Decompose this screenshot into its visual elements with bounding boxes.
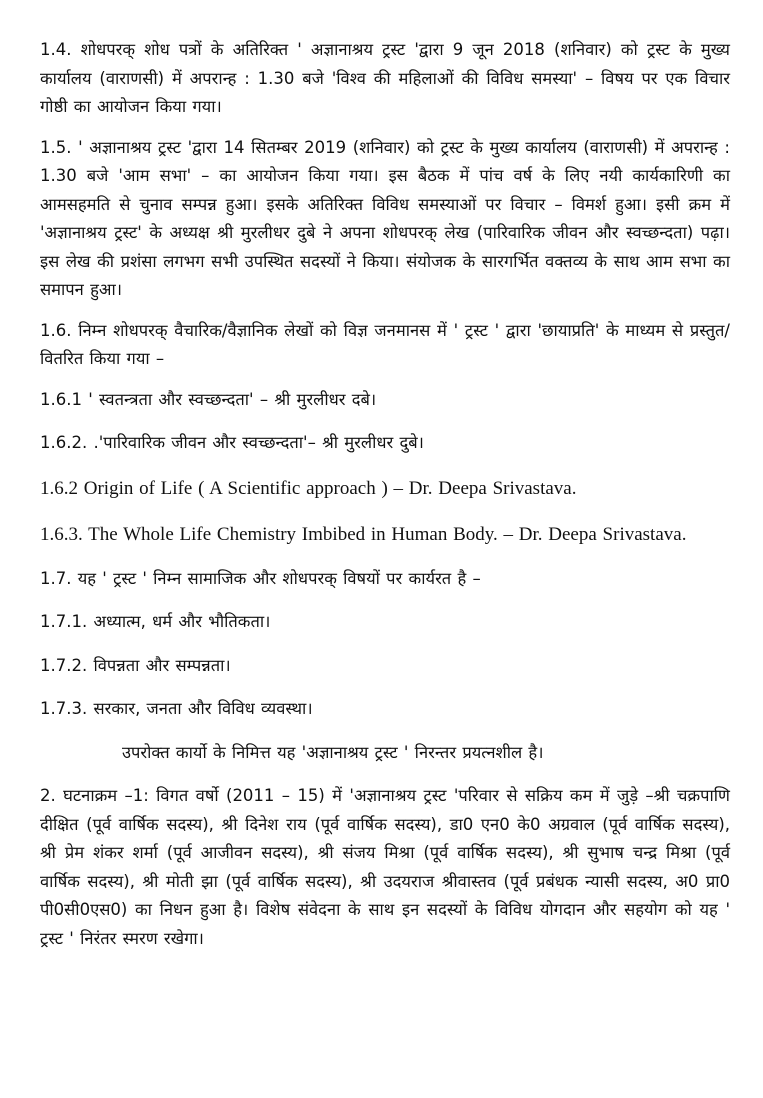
paragraph-1-4: 1.4. शोधपरक् शोध पत्रों के अतिरिक्त ' अज्ञानाश्रय ट्रस्ट 'द्वारा 9 जून 2018 (शनिवार) को ट्रस्ट के मुख्य कार्यालय (वाराणसी) में अपरान्ह : 1.30 बजे 'विश्व की महिलाओं की विविध समस्या' – विषय पर एक विचार गोष्ठी का आयोजन किया गया। [40, 40, 730, 116]
closing-statement: उपरोक्त कार्यो के निमित्त यह 'अज्ञानाश्रय ट्रस्ट ' निरन्तर प्रयत्नशील है। [122, 742, 544, 762]
list-item-1-6-1: 1.6.1 ' स्वतन्त्रता और स्वच्छन्दता' – श्री मुरलीधर दबे। [40, 389, 377, 409]
paragraph-2-events: 2. घटनाक्रम –1: विगत वर्षो (2011 – 15) में 'अज्ञानाश्रय ट्रस्ट 'परिवार से सक्रिय कम में जुड़े –श्री चक्रपाणि दीक्षित (पूर्व वार्षिक सदस्य), श्री दिनेश राय (पूर्व वार्षिक सदस्य), डा0 एन0 के0 अग्रवाल (पूर्व वार्षिक सदस्य), श्री प्रेम शंकर शर्मा (पूर्व आजीवन सदस्य), श्री संजय मिश्रा (पूर्व वार्षिक सदस्य), श्री सुभाष चन्द्र मिश्रा (पूर्व वार्षिक सदस्य), श्री मोती झा (पूर्व वार्षिक सदस्य), श्री उदयराज श्रीवास्तव (पूर्व प्रबंधक न्यासी सदस्य, अ0 प्रा0 पी0सी0एस0) का निधन हुआ है। विशेष संवेदना के साथ इन सदस्यों के विविध योगदान और सहयोग को यह ' ट्रस्ट ' निरंतर स्मरण रखेगा। [40, 786, 730, 948]
paragraph-1-6: 1.6. निम्न शोधपरक् वैचारिक/वैज्ञानिक लेखों को विज्ञ जनमानस में ' ट्रस्ट ' द्वारा 'छायाप्रति' के माध्यम से प्रस्तुत/वितरित किया गया – [40, 320, 730, 368]
paragraph-1-7: 1.7. यह ' ट्रस्ट ' निम्न सामाजिक और शोधपरक् विषयों पर कार्यरत है – [40, 568, 481, 588]
list-item-1-7-2: 1.7.2. विपन्नता और सम्पन्नता। [40, 655, 231, 675]
list-item-1-7-3: 1.7.3. सरकार, जनता और विविध व्यवस्था। [40, 699, 313, 718]
paragraph-1-5: 1.5. ' अज्ञानाश्रय ट्रस्ट 'द्वारा 14 सितम्बर 2019 (शनिवार) को ट्रस्ट के मुख्य कार्यालय (वाराणसी) में अपरान्ह : 1.30 बजे 'आम सभा' – का आयोजन किया गया। इस बैठक में पांच वर्ष के लिए नयी कार्यकारिणी का आमसहमति से चुनाव सम्पन्न हुआ। इसके अतिरिक्त विविध समस्याओं पर विचार – विमर्श हुआ। इसी क्रम में 'अज्ञानाश्रय ट्रस्ट' के अध्यक्ष श्री मुरलीधर दुबे ने अपना शोधपरक् लेख (पारिवारिक जीवन और स्वच्छन्दता) पढ़ा। इस लेख की प्रशंसा लगभग सभी उपस्थित सदस्यों ने किया। संयोजक के सारगर्भित वक्तव्य के साथ आम सभा का समापन हुआ। [40, 137, 730, 299]
list-item-1-7-1: 1.7.1. अध्यात्म, धर्म और भौतिकता। [40, 612, 271, 631]
list-item-1-6-2-hindi: 1.6.2. .'पारिवारिक जीवन और स्वच्छन्दता'– श्री मुरलीधर दुबे। [40, 433, 424, 452]
list-item-1-6-2-origin-of-life: 1.6.2 Origin of Life ( A Scientific approach ) – Dr. Deepa Srivastava. [40, 477, 577, 499]
document-page [40, 36, 730, 965]
list-item-1-6-3-life-chemistry: 1.6.3. The Whole Life Chemistry Imbibed in Human Body. – Dr. Deepa Srivastava. [40, 523, 687, 545]
